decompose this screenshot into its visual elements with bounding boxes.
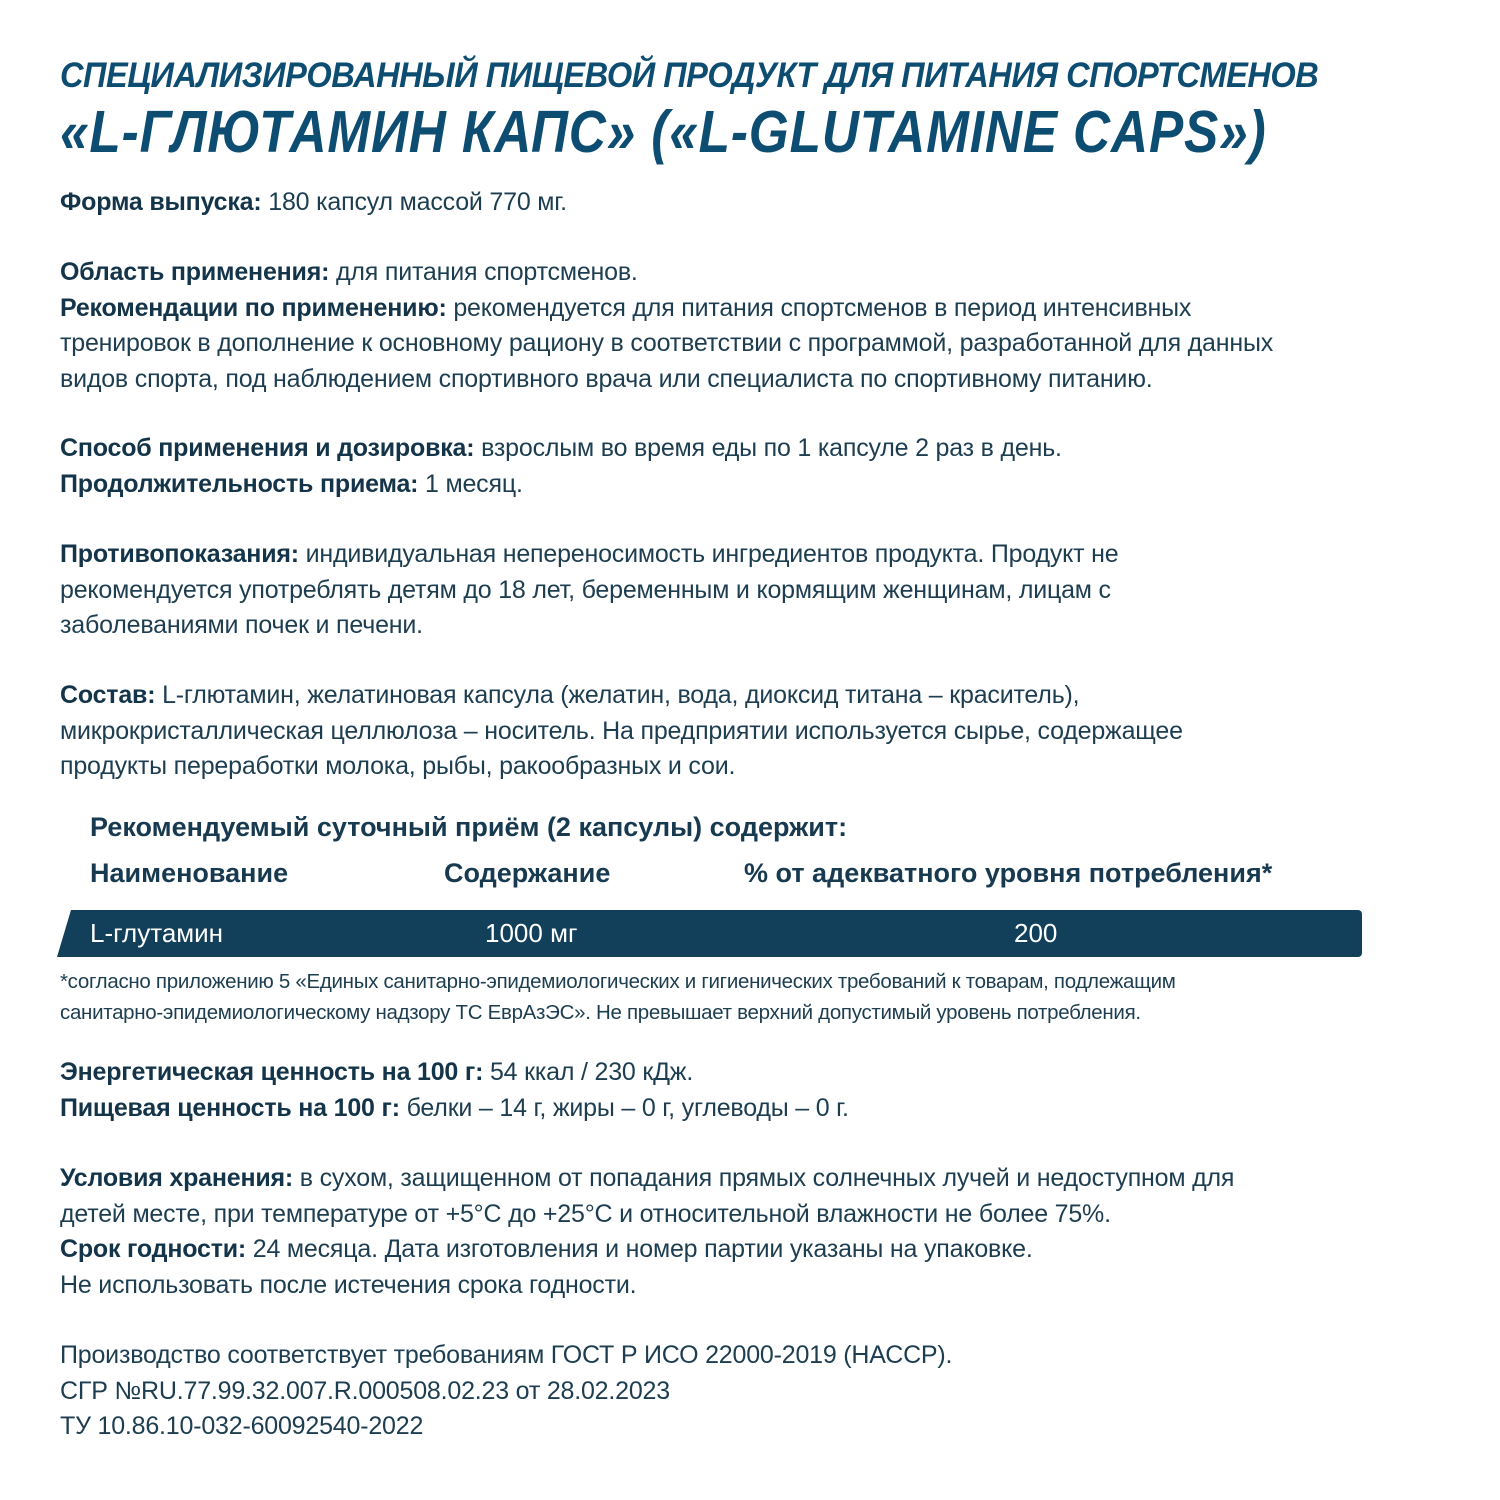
composition-line-3: продукты переработки молока, рыбы, ракообразных и сои. (60, 752, 736, 780)
contraindications-line-3: заболеваниями почек и печени. (60, 611, 423, 639)
release-form-section (60, 185, 1460, 221)
dosage-section (60, 431, 1460, 502)
energy-label: Энергетическая ценность на 100 г: (60, 1058, 484, 1086)
recommendations-line-3: видов спорта, под наблюдением спортивного врача или специалиста по спортивному питанию. (60, 364, 1153, 393)
shelf-life-label: Срок годности: (60, 1235, 247, 1263)
table-header-percent: % от адекватного уровня потребления* (744, 858, 1273, 888)
storage-line-2: детей месте, при температуре от +5°С до +25°С и относительной влажности не более 75%. (60, 1199, 1111, 1228)
contraindications-label: Противопоказания: (60, 540, 299, 568)
application-area-text: для питания спортсменов. (329, 258, 638, 286)
title-line-1: СПЕЦИАЛИЗИРОВАННЫЙ ПИЩЕВОЙ ПРОДУКТ ДЛЯ ПИТАНИЯ СПОРТСМЕНОВ (60, 56, 1319, 95)
compliance-section (60, 1338, 1460, 1445)
storage-label: Условия хранения: (60, 1164, 294, 1192)
table-cell-name: L-глутамин (90, 918, 224, 948)
compliance-gost: Производство соответствует требованиям ГОСТ Р ИСО 22000-2019 (НАССР). (60, 1341, 953, 1369)
contraindications-section (60, 537, 1460, 644)
recommendations-label: Рекомендации по применению: (60, 293, 447, 322)
contraindications-line-2: рекомендуется употреблять детям до 18 лет, беременным и кормящим женщинам, лицам с (60, 575, 1111, 604)
composition-line-2: микрокристаллическая целлюлоза – носитель. На предприятии используется сырье, содержащее (60, 716, 1183, 745)
nutrition-label: Пищевая ценность на 100 г: (60, 1093, 400, 1122)
composition-label: Состав: (60, 681, 156, 709)
footnote-line-1: *согласно приложению 5 «Единых санитарно-эпидемиологических и гигиенических требований к товарам, подлежащим (60, 970, 1176, 993)
table-header-name: Наименование (90, 858, 289, 888)
table-footnote (60, 966, 1460, 1028)
compliance-tu: ТУ 10.86.10-032-60092540-2022 (60, 1412, 424, 1440)
storage-line-1: в сухом, защищенном от попадания прямых солнечных лучей и недоступном для (293, 1164, 1235, 1192)
recommendations-line-2: тренировок в дополнение к основному рациону в соответствии с программой, разработанной для данных (60, 329, 1274, 357)
shelf-life-text: 24 месяца. Дата изготовления и номер партии указаны на упаковке. (246, 1235, 1033, 1263)
recommendations-line-1: рекомендуется для питания спортсменов в период интенсивных (446, 293, 1192, 322)
release-form-label: Форма выпуска: (60, 188, 262, 216)
storage-section (60, 1161, 1460, 1303)
intake-table-title: Рекомендуемый суточный приём (2 капсулы) содержит: (90, 812, 848, 842)
table-cell-content: 1000 мг (485, 918, 578, 948)
release-form-text: 180 капсул массой 770 мг. (261, 188, 567, 216)
footnote-line-2: санитарно-эпидемиологическому надзору ТС ЕврАзЭС». Не превышает верхний допустимый уровень потребления. (60, 1001, 1141, 1024)
application-section (60, 255, 1460, 397)
nutrition-text: белки – 14 г, жиры – 0 г, углеводы – 0 г. (399, 1093, 849, 1122)
application-area-label: Область применения: (60, 258, 330, 286)
shelf-life-line-2: Не использовать после истечения срока годности. (60, 1270, 637, 1299)
composition-line-1: L-глютамин, желатиновая капсула (желатин, вода, диоксид титана – краситель), (155, 681, 1080, 709)
dosage-text: взрослым во время еды по 1 капсуле 2 раз в день. (474, 434, 1062, 462)
composition-section (60, 678, 1460, 785)
table-cell-percent: 200 (1014, 918, 1058, 948)
contraindications-line-1: индивидуальная непереносимость ингредиентов продукта. Продукт не (298, 540, 1119, 568)
energy-text: 54 ккал / 230 кДж. (483, 1058, 694, 1086)
compliance-sgr: СГР №RU.77.99.32.007.R.000508.02.23 от 28.02.2023 (60, 1376, 670, 1405)
product-name-title: «L-ГЛЮТАМИН КАПС» («L-GLUTAMINE CAPS») (60, 99, 1267, 165)
dosage-label: Способ применения и дозировка: (60, 434, 475, 462)
table-row (57, 910, 1362, 957)
table-header-content: Содержание (444, 858, 611, 888)
duration-text: 1 месяц. (418, 469, 523, 498)
nutrition-section (60, 1055, 1460, 1126)
duration-label: Продолжительность приема: (60, 469, 419, 498)
